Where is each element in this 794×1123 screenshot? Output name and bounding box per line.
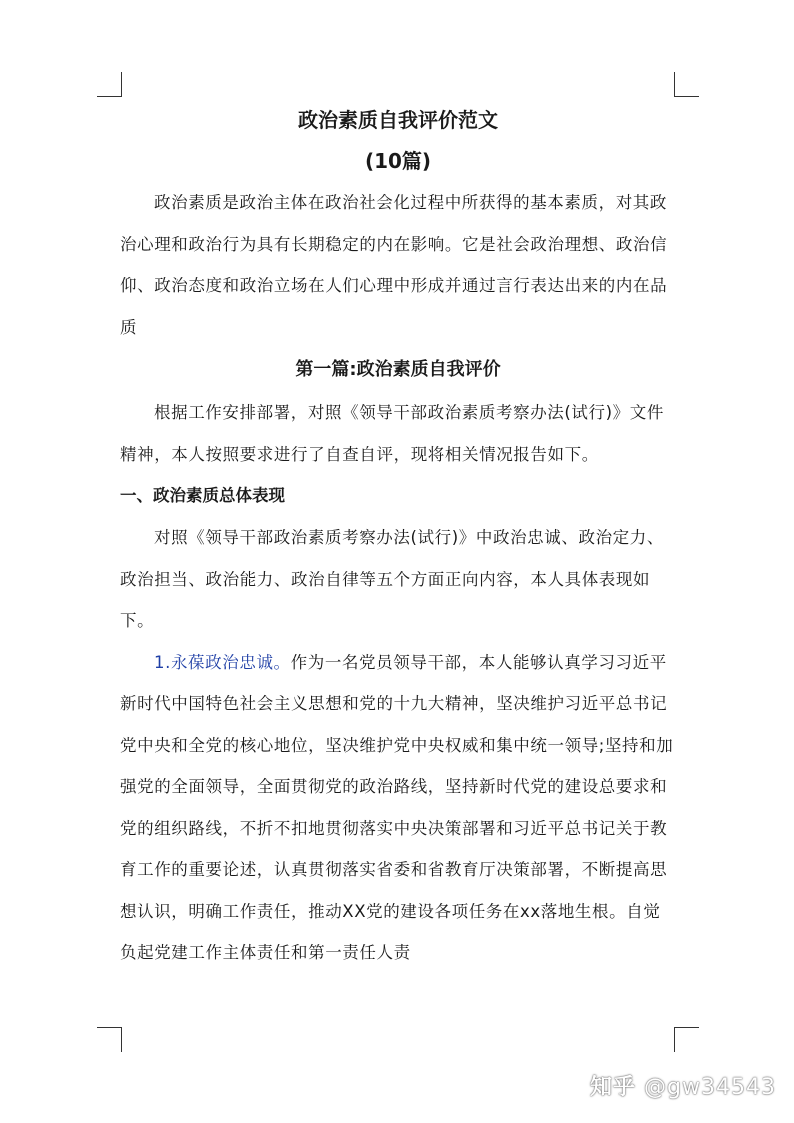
item-body: 作为一名党员领导干部，本人能够认真学习习近平新时代中国特色社会主义思想和党的十九大精神，坚决维护习近平总书记党中央和全党的核心地位，坚决维护党中央权威和集中统一领导;坚持和加强党的全面领导，全面贯彻党的政治路线，坚持新时代党的建设总要求和党的组织路线，不折不扣地贯彻落实中央决策部署和习近平总书记关于教育工作的重要论述，认真贯彻落实省委和省教育厅决策部署，不断提高思想认识，明确工作责任，推动XX党的建设各项任务在xx落地生根。自觉负起党建工作主体责任和第一责任人责 [120,652,674,962]
crop-mark-top-right [674,72,699,97]
chapter-heading: 第一篇:政治素质自我评价 [295,359,501,380]
document-title: 政治素质自我评价范文 [298,108,498,132]
watermark [590,1070,776,1101]
section-paragraph: 对照《领导干部政治素质考察办法(试行)》中政治忠诚、政治定力、政治担当、政治能力、政治自律等五个方面正向内容，本人具体表现如下。 [120,528,664,630]
crop-mark-top-left [97,72,122,97]
section-heading: 一、政治素质总体表现 [120,486,285,505]
intro-paragraph: 政治素质是政治主体在政治社会化过程中所获得的基本素质，对其政治心理和政治行为具有长期稳定的内在影响。它是社会政治理想、政治信仰、政治态度和政治立场在人们心理中形成并通过言行表达出来的内在品质 [120,193,668,337]
document-subtitle: (10篇) [364,149,432,173]
item-lead: 1.永葆政治忠诚。 [154,652,291,672]
chapter-paragraph: 根据工作安排部署，对照《领导干部政治素质考察办法(试行)》文件精神，本人按照要求进行了自查自评，现将相关情况报告如下。 [120,403,664,464]
item-paragraph [120,642,676,974]
document-page [120,100,676,974]
zhihu-logo: 知乎 [590,1075,637,1100]
watermark-handle: @gw34543 [644,1075,776,1100]
crop-mark-bottom-left [97,1027,122,1052]
crop-mark-bottom-right [674,1027,699,1052]
